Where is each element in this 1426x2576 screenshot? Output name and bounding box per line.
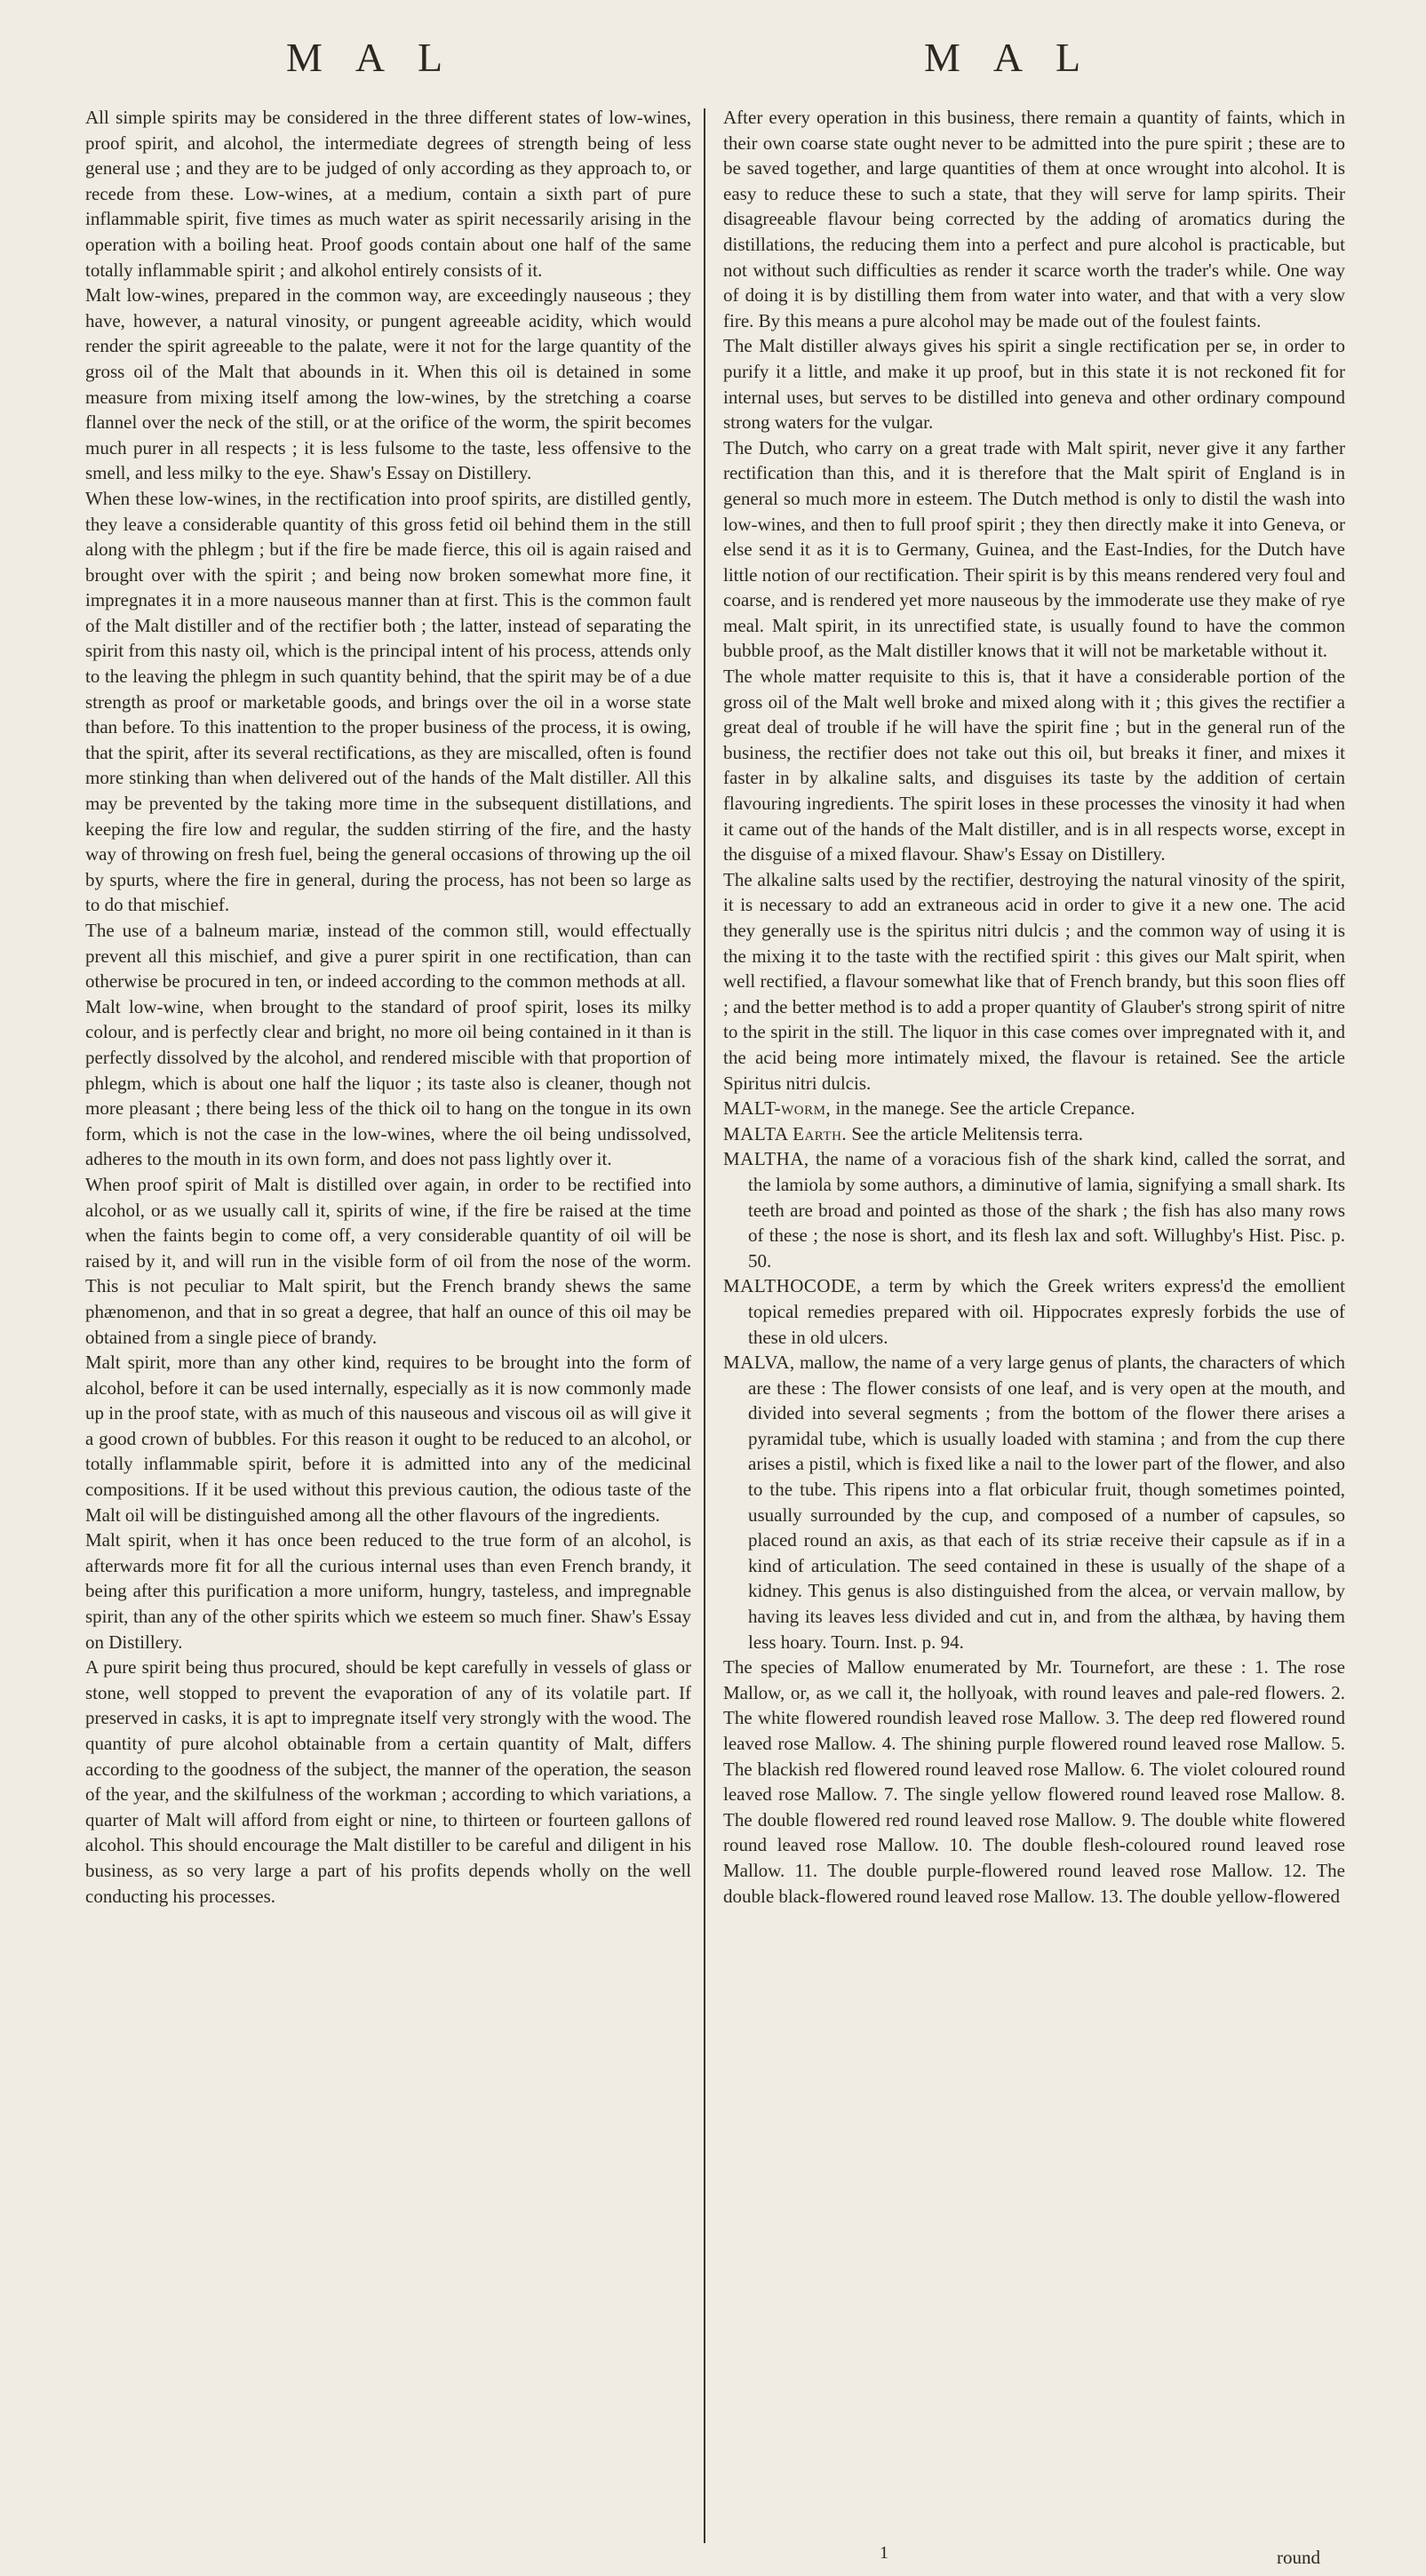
entry-term: MALTA Earth. bbox=[723, 1122, 848, 1144]
paragraph: The species of Mallow enumerated by Mr. Tournefort, are these : 1. The rose Mallow, or, as we call it, the hollyoak, with round leaves and pale-red flowers. 2. The white flowered roundish leaved rose Mallow. 3. The deep red flowered round leaved rose Mallow. 4. The shining purple flowered round leaved rose Mallow. 5. The blackish red flowered round leaved rose Mallow. 6. The violet coloured round leaved rose Mallow. 7. The single yellow flowered round leaved rose Mallow. 8. The double flowered red round leaved rose Mallow. 9. The double white flowered round leaved rose Mallow. 10. The double flesh-coloured round leaved rose Mallow. 11. The double purple-flowered round leaved rose Mallow. 12. The double black-flowered round leaved rose Mallow. 13. The double yellow-flowered bbox=[723, 1656, 1345, 1907]
paragraph: After every operation in this business, there remain a quantity of faints, which in their own coarse state ought never to be admitted into the pure spirit ; these are to be saved together, and large quantities of them at once wrought into alcohol. It is easy to reduce these to such a state, that they will serve for lamp spirits. Their disagreeable flavour being corrected by the adding of aromatics during the distillations, the reducing them into a perfect and pure alcohol is practicable, but not without such difficulties as render it scarce worth the trader's while. One way of doing it is by distilling them from water into water, and that with a very slow fire. By this means a pure alcohol may be made out of the foulest faints. bbox=[723, 107, 1345, 331]
entry-term: MALTHOCODE, bbox=[723, 1275, 862, 1297]
paragraph: All simple spirits may be considered in the three different states of low-wines, proof spirit, and alcohol, the intermediate degrees of strength being of less general use ; and they are to be judged of only according as they approach to, or recede from these. Low-wines, at a medium, contain a sixth part of pure inflammable spirit, five times as much water as spirit necessarily arising in the operation with a boiling heat. Proof goods contain about one half of the same totally inflammable spirit ; and alkohol entirely consists of it. bbox=[85, 107, 691, 281]
paragraph: Malt low-wines, prepared in the common way, are exceedingly nauseous ; they have, however, a natural vinosity, or pungent agreeable acidity, which would render the spirit agreeable to the palate, were it not for the large quantity of the gross oil of the Malt that abounds in it. When this oil is detained in some measure from mixing itself among the low-wines, by the stretching a coarse flannel over the neck of the still, or at the orifice of the worm, the spirit becomes much purer in all respects ; it is less fulsome to the taste, less offensive to the smell, and less milky to the eye. Shaw's Essay on Distillery. bbox=[85, 284, 691, 484]
catchword: round bbox=[1277, 2547, 1320, 2568]
paragraph: The whole matter requisite to this is, that it have a considerable portion of the gross oil of the Malt well broke and mixed along with it ; this gives the rectifier a great deal of trouble if he will have the spirit fine ; but in the general run of the business, the rectifier does not take out this oil, but breaks it finer, and mixes it faster in by alkaline salts, and disguises its taste by the addition of certain flavouring ingredients. The spirit loses in these processes the vinosity it had when it came out of the hands of the Malt distiller, and is in all respects worse, except in the disguise of a mixed flavour. Shaw's Essay on Distillery. bbox=[723, 666, 1345, 865]
entry-term: MALTHA, bbox=[723, 1148, 809, 1170]
dictionary-entry bbox=[723, 1096, 1345, 1121]
paragraph: Malt low-wine, when brought to the standard of proof spirit, loses its milky colour, and is perfectly clear and bright, no more oil being contained in it than is perfectly dissolved by the alcohol, and rendered miscible with that proportion of phlegm, which is about one half the liquor ; its taste also is cleaner, though not more pleasant ; there being less of the thick oil to hang on the tongue in its own form, which is not the case in the low-wines, where the oil being undissolved, adheres to the mouth in its own form, and does not pass lightly over it. bbox=[85, 995, 691, 1170]
paragraph: The use of a balneum mariæ, instead of the common still, would effectually prevent all this mischief, and give a purer spirit in one rectification, than can otherwise be procured in ten, or indeed according to the common methods at all. bbox=[85, 920, 691, 993]
paragraph: Malt spirit, when it has once been reduced to the true form of an alcohol, is afterwards more fit for all the curious internal uses than even French brandy, it being after this purification a more uniform, hungry, tasteless, and impregnable spirit, than any of the other spirits which we esteem so much finer. Shaw's Essay on Distillery. bbox=[85, 1529, 691, 1653]
left-headword: M A L bbox=[286, 35, 456, 80]
paragraph: A pure spirit being thus procured, should be kept carefully in vessels of glass or stone, well stopped to prevent the evaporation of any of its volatile part. If preserved in casks, it is apt to impregnate itself very strongly with the wood. The quantity of pure alcohol obtainable from a certain quantity of Malt, differs according to the goodness of the subject, the manner of the operation, the season of the year, and the skilfulness of the workman ; according to which variations, a quarter of Malt will afford from eight or nine, to thirteen or fourteen gallons of alcohol. This should encourage the Malt distiller to be careful and diligent in his business, as so very large a part of his profits depends wholly on the well conducting his processes. bbox=[85, 1656, 691, 1907]
text-columns bbox=[85, 105, 1345, 2540]
paragraph: When these low-wines, in the rectification into proof spirits, are distilled gently, they leave a considerable quantity of this gross fetid oil behind them in the still along with the phlegm ; but if the fire be made fierce, this oil is again raised and brought over with the spirit ; and being now broken somewhat more fine, it impregnates it in a more nauseous manner than at first. This is the common fault of the Malt distiller and of the rectifier both ; the latter, instead of separating the spirit from this nasty oil, which is the principal intent of his process, attends only to the leaving the phlegm in such quantity behind, that the spirit may be of a due strength as proof or marketable goods, and brings over the oil in a worse state than before. To this inattention to the proper business of the process, it is owing, that the spirit, after its several rectifications, as they are miscalled, often is found more stinking than when delivered out of the hands of the Malt distiller. All this may be prevented by the taking more time in the subsequent distillations, and keeping the fire low and regular, the sudden stirring of the fire, and the hasty way of throwing on fresh fuel, being the general occasions of throwing up the oil by spurts, where the fire in general, during the process, has not been so large as to do that mischief. bbox=[85, 487, 691, 916]
left-column bbox=[85, 105, 691, 2540]
entry-term: MALT-worm, bbox=[723, 1097, 832, 1120]
entry-text: a term by which the Greek writers express'd the emollient topical remedies prepared with oil. Hippocrates expresly forbids the use of these in old ulcers. bbox=[748, 1275, 1345, 1348]
paragraph: The alkaline salts used by the rectifier, destroying the natural vinosity of the spirit, it is necessary to add an extraneous acid in order to give it a new one. The acid they generally use is the spiritus nitri dulcis ; and the common way of using it is the mixing it to the taste with the rectified spirit : this gives our Malt spirit, when well rectified, a flavour somewhat like that of French brandy, but this soon flies off ; and the better method is to add a proper quantity of Glauber's strong spirit of nitre to the spirit in the still. The liquor in this case comes over impregnated with it, and the acid being more intimately mixed, the flavour is retained. See the article Spiritus nitri dulcis. bbox=[723, 868, 1345, 1094]
right-headword: M A L bbox=[924, 35, 1094, 80]
dictionary-entry bbox=[723, 1121, 1345, 1147]
entry-text: the name of a voracious fish of the shark kind, called the sorrat, and the lamiola by some authors, a diminutive of lamia, signifying a small shark. Its teeth are broad and pointed as those of the shark ; the fish has also many rows of these ; the nose is short, and its flesh lax and soft. Willughby's Hist. Pisc. p. 50. bbox=[748, 1148, 1345, 1272]
page-header bbox=[0, 34, 1426, 87]
dictionary-entry bbox=[723, 1146, 1345, 1273]
entry-term: MALVA, bbox=[723, 1352, 795, 1374]
entry-text: See the article Melitensis terra. bbox=[851, 1122, 1084, 1144]
entry-text: mallow, the name of a very large genus of plants, the characters of which are these : The flower consists of one leaf, and is very open at the mouth, and divided into several segments ; from the bottom of the flower there arises a pyramidal tube, which is usually loaded with stamina ; and from the cup there arises a pistil, which is fixed like a nail to the lower part of the flower, and also to the tube. This ripens into a flat orbicular fruit, though sometimes pointed, usually surrounded by the cup, and composed of a number of capsules, so placed round an axis, as that each of its striæ receive their capsule as if in a kind of articulation. The seed contained in these is usually of the shape of a kidney. This genus is also distinguished from the alcea, or vervain mallow, by having its leaves less divided and cut in, and from the althæa, by having them less hoary. Tourn. Inst. p. 94. bbox=[748, 1352, 1345, 1653]
right-column bbox=[723, 105, 1345, 2540]
entry-text: in the manege. See the article Crepance. bbox=[835, 1097, 1135, 1120]
dictionary-entry bbox=[723, 1350, 1345, 1655]
paragraph: When proof spirit of Malt is distilled over again, in order to be rectified into alcohol, or as we usually call it, spirits of wine, if the fire be raised at the time when the faints begin to come off, a very considerable quantity of oil will be raised by it, and will run in the visible form of oil from the nose of the worm. This is not peculiar to Malt spirit, but the French brandy shews the same phænomenon, and that in so great a degree, that half an ounce of this oil may be obtained from a single piece of brandy. bbox=[85, 1173, 691, 1348]
paragraph: The Dutch, who carry on a great trade with Malt spirit, never give it any farther rectification than this, and it is therefore that the Malt spirit of England is in general so much more in esteem. The Dutch method is only to distil the wash into low-wines, and then to full proof spirit ; they then directly make it into Geneva, or else send it as it is to Germany, Guinea, and the East-Indies, for the Dutch have little notion of our rectification. Their spirit is by this means rendered very foul and coarse, and is rendered yet more nauseous by the immoderate use they make of rye meal. Malt spirit, in its unrectified state, is usually found to have the common bubble proof, as the Malt distiller knows that it will not be marketable without it. bbox=[723, 436, 1345, 662]
paragraph: The Malt distiller always gives his spirit a single rectification per se, in order to purify it a little, and make it up proof, but in this state it is not reckoned fit for internal uses, but serves to be distilled into geneva and other ordinary compound strong waters for the vulgar. bbox=[723, 335, 1345, 434]
paragraph: Malt spirit, more than any other kind, requires to be brought into the form of alcohol, before it can be used internally, especially as it is now commonly made up in the proof state, with as much of this nauseous and viscous oil as will give it a good crown of bubbles. For this reason it ought to be reduced to an alcohol, or totally inflammable spirit, before it is admitted into any of the medicinal compositions. If it be used without this previous caution, the odious taste of the Malt oil will be distinguished among all the other flavours of the ingredients. bbox=[85, 1352, 691, 1526]
dictionary-entry bbox=[723, 1273, 1345, 1350]
signature-mark: 1 bbox=[880, 2543, 888, 2563]
